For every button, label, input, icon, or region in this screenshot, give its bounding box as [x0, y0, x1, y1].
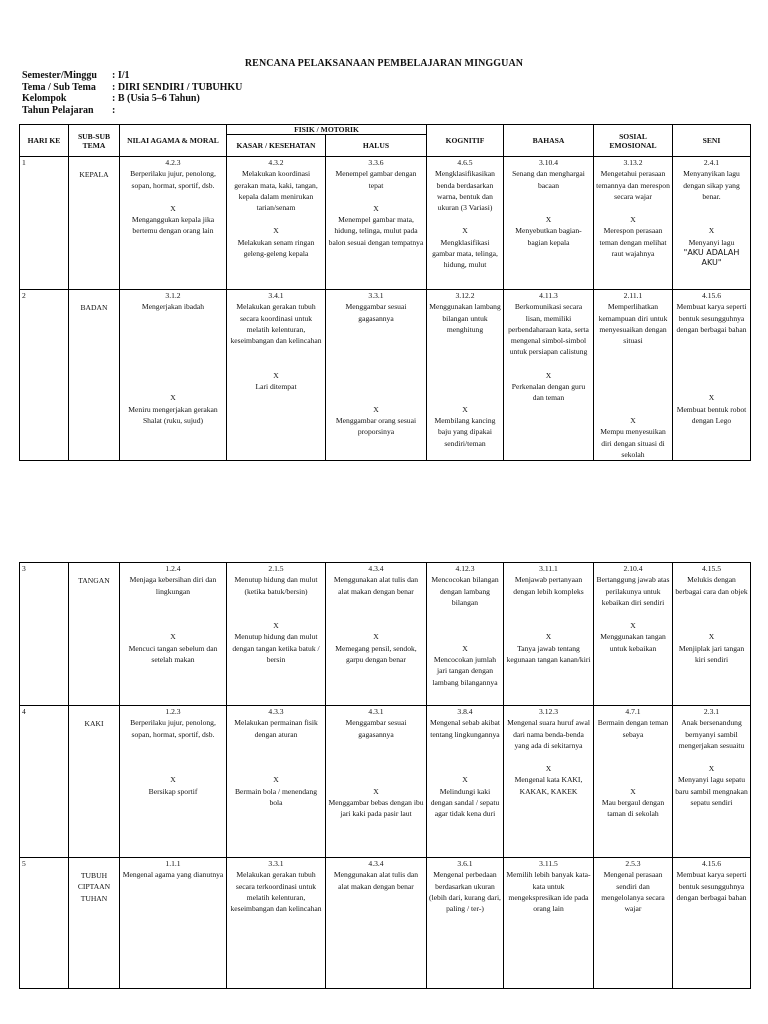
spacer: [675, 751, 748, 763]
marker-x: X: [545, 215, 552, 225]
competency-code: 3.3.6: [368, 158, 384, 167]
col-header-fisik: FISIK / MOTORIK: [227, 125, 427, 135]
competency-code: 2.4.1: [703, 158, 720, 167]
spacer: [506, 597, 591, 632]
table-row: [20, 706, 751, 858]
indicator-text: Melakukan koordinasi gerakan mata, kaki, tangan, kepala dalam menirukan tarian/senam: [234, 169, 318, 213]
competency-code: 4.3.2: [268, 158, 284, 167]
activity-text: Menggambar bebas dengan ibu jari kaki pada pasir laut: [328, 798, 424, 819]
marker-x: X: [273, 226, 279, 236]
indicator-text: Berperilaku jujur, penolong, sopan, hormat, sportif, dsb.: [130, 718, 216, 739]
marker-x: X: [630, 621, 636, 631]
marker-x: X: [708, 226, 715, 236]
lesson-cell: [120, 563, 227, 706]
marker-x: X: [462, 226, 468, 236]
activity-text: Memegang pensil, sendok, garpu dengan benar: [335, 643, 417, 665]
activity-text: Membuat bentuk robot dengan Lego: [676, 404, 747, 425]
lesson-cell: [120, 290, 227, 461]
indicator-text: Menggambar sesuai gagasannya: [345, 718, 407, 739]
lesson-cell: [673, 157, 751, 290]
competency-code: 3.8.4: [457, 707, 473, 716]
marker-x: X: [373, 203, 379, 213]
lesson-cell: [594, 290, 673, 461]
spacer: [122, 191, 224, 203]
competency-code: 2.1.5: [268, 564, 284, 573]
indicator-text: Menggambar sesuai gagasannya: [345, 302, 407, 323]
sub-theme: TUBUH CIPTAAN TUHAN: [69, 858, 120, 989]
sub-theme: KAKI: [69, 706, 120, 858]
spacer: [429, 740, 501, 775]
activity-text: Menyanyi lagu: [688, 237, 735, 247]
spacer: [122, 313, 224, 393]
indicator-text: Bermain dengan teman sebaya: [597, 718, 669, 739]
competency-code: 1.1.1: [165, 859, 181, 868]
spacer: [328, 324, 424, 404]
marker-x: X: [545, 370, 552, 380]
day-number: 2: [20, 290, 69, 461]
marker-x: X: [373, 632, 379, 642]
competency-code: 2.11.1: [623, 291, 643, 300]
lesson-cell: [227, 563, 326, 706]
marker-x: X: [545, 632, 552, 642]
competency-code: 4.3.1: [368, 707, 384, 716]
marker-x: X: [373, 404, 379, 414]
marker-x: X: [273, 775, 279, 785]
competency-code: 4.7.1: [625, 707, 641, 716]
competency-code: 2.5.3: [625, 859, 641, 868]
marker-x: X: [545, 764, 552, 774]
competency-code: 3.10.4: [539, 158, 558, 167]
spacer: [429, 608, 501, 643]
marker-x: X: [462, 643, 468, 653]
lesson-cell: [120, 858, 227, 989]
spacer: [506, 751, 591, 763]
marker-x: X: [630, 786, 636, 796]
competency-code: 3.13.2: [623, 158, 643, 167]
activity-text: Menutup hidung dan mulut dengan tangan ketika batuk / bersin: [232, 632, 320, 665]
col-header-kognitif: KOGNITIF: [427, 125, 504, 157]
lesson-cell: [227, 858, 326, 989]
col-header-seni: SENI: [673, 125, 751, 157]
lesson-cell: [326, 706, 427, 858]
activity-text: Mau bergaul dengan taman di sekolah: [601, 798, 665, 819]
lesson-cell: [427, 706, 504, 858]
competency-code: 4.15.5: [702, 564, 721, 573]
indicator-text: Menempel gambar dengan tepat: [335, 169, 417, 190]
marker-x: X: [273, 370, 279, 380]
lesson-cell: [594, 563, 673, 706]
activity-text: Menganggukan kepala jika bertemu dengan orang lain: [131, 215, 215, 236]
table-row: [20, 858, 751, 989]
spacer: [328, 740, 424, 786]
indicator-text: Menjawab pertanyaan dengan lebih kompleks: [513, 575, 584, 596]
lesson-cell: [326, 858, 427, 989]
meta-value: : DIRI SENDIRI / TUBUHKU: [112, 81, 243, 93]
competency-code: 4.6.5: [457, 158, 473, 167]
marker-x: X: [708, 764, 715, 774]
table-row: [20, 157, 751, 290]
indicator-text: Bertanggung jawab atas perilakunya untuk kebaikan diri sendiri: [596, 575, 670, 607]
spacer: [229, 740, 323, 775]
col-header-agama: NILAI AGAMA & MORAL: [120, 125, 227, 157]
lesson-cell: [326, 290, 427, 461]
competency-code: 1.2.4: [165, 564, 181, 573]
competency-code: 3.12.3: [539, 707, 558, 716]
marker-x: X: [462, 775, 468, 785]
indicator-text: Mengetahui perasaan temannya dan merespon secara wajar: [596, 169, 670, 201]
indicator-text: Menutup hidung dan mulut (ketika batuk/bersin): [234, 575, 318, 596]
activity-text: Merespon perasaan teman dengan melihat raut wajahnya: [599, 226, 667, 259]
competency-code: 3.3.1: [368, 291, 384, 300]
col-header-kasar: KASAR / KESEHATAN: [227, 135, 326, 157]
lesson-cell: [673, 290, 751, 461]
sub-theme: BADAN: [69, 290, 120, 461]
table-row: [20, 563, 751, 706]
indicator-text: Melakukan permainan fisik dengan aturan: [234, 718, 318, 739]
competency-code: 3.11.5: [539, 859, 558, 868]
meta-row: [22, 93, 242, 105]
indicator-text: Menggunakan alat tulis dan alat makan dengan benar: [333, 870, 419, 891]
marker-x: X: [708, 632, 715, 642]
indicator-text: Melakukan gerakan tubuh secara terkoordinasi untuk melatih kelenturan, keseimbangan dan kelincahan: [230, 870, 322, 914]
song-title: "AKU ADALAH AKU": [683, 248, 740, 268]
marker-x: X: [373, 786, 379, 796]
marker-x: X: [170, 775, 176, 785]
activity-text: Lari ditempat: [255, 382, 297, 392]
activity-text: Mengenal kata KAKI, KAKAK, KAKEK: [514, 775, 583, 796]
spacer: [675, 335, 748, 392]
lesson-cell: [427, 290, 504, 461]
meta-label: Kelompok: [22, 93, 67, 104]
activity-text: Melindungi kaki dengan sandal / sepatu agar tidak kena duri: [430, 786, 500, 819]
spacer: [229, 213, 323, 225]
competency-code: 1.2.3: [165, 707, 181, 716]
marker-x: X: [630, 215, 636, 225]
spacer: [675, 202, 748, 225]
marker-x: X: [708, 393, 715, 403]
lesson-cell: [504, 858, 594, 989]
activity-text: Menggambar orang sesuai proporsinya: [335, 415, 417, 437]
activity-text: Menyebutkan bagian-bagian kepala: [515, 226, 582, 247]
meta-row: [22, 82, 242, 94]
activity-text: Menggunakan tangan untuk kebaikan: [600, 632, 666, 653]
competency-code: 4.3.4: [368, 859, 384, 868]
lesson-cell: [427, 858, 504, 989]
competency-code: 3.3.1: [268, 859, 284, 868]
indicator-text: Melukis dengan berbagai cara dan objek: [675, 575, 748, 596]
competency-code: 4.3.3: [268, 707, 284, 716]
lesson-cell: [326, 157, 427, 290]
activity-text: Meniru mengerjakan gerakan Shalat (ruku, sujud): [128, 404, 218, 425]
indicator-text: Anak bersenandung bernyanyi sambil mengerjakan sesuaitu: [678, 718, 745, 750]
activity-text: Melakukan senam ringan geleng-geleng kepala: [237, 237, 315, 259]
lesson-plan-table-2: [19, 562, 751, 989]
col-header-hari: HARI KE: [20, 125, 69, 157]
sub-theme: KEPALA: [69, 157, 120, 290]
competency-code: 4.2.3: [165, 158, 181, 167]
table-row: [20, 290, 751, 461]
day-number: 3: [20, 563, 69, 706]
spacer: [429, 335, 501, 404]
activity-text: Bersikap sportif: [148, 786, 198, 796]
meta-row: [22, 105, 242, 117]
activity-text: Membilang kancing baju yang dipakai sendiri/teman: [434, 415, 496, 448]
spacer: [596, 740, 670, 786]
indicator-text: Memilih lebih banyak kata-kata untuk mengekspresikan ide pada orang lain: [506, 870, 591, 914]
indicator-text: Menggunakan alat tulis dan alat makan dengan benar: [333, 575, 419, 596]
activity-text: Mencuci tangan sebelum dan setelah makan: [128, 643, 218, 665]
lesson-cell: [227, 706, 326, 858]
indicator-text: Mengenal sebab akibat tentang lingkungannya: [429, 718, 500, 739]
meta-label: Semester/Minggu: [22, 70, 97, 81]
marker-x: X: [273, 621, 279, 631]
activity-text: Mempu menyesuikan diri dengan situasi di sekolah: [600, 427, 666, 459]
col-header-halus: HALUS: [326, 135, 427, 157]
lesson-cell: [594, 706, 673, 858]
spacer: [506, 358, 591, 370]
lesson-cell: [504, 157, 594, 290]
spacer: [328, 191, 424, 203]
indicator-text: Mengklasifikasikan benda berdasarkan warna, bentuk dan ukuran (3 Variasi): [435, 169, 495, 213]
indicator-text: Melakukan gerakan tubuh secara koordinasi untuk melatih kelenturan, keseimbangan dan kelincahan: [230, 302, 322, 346]
spacer: [229, 346, 323, 369]
competency-code: 2.10.4: [623, 564, 643, 573]
activity-text: Menyanyi lagu sepatu baru sambil mengnakan sepatu sendiri: [675, 775, 748, 808]
col-header-bahasa: BAHASA: [504, 125, 594, 157]
lesson-cell: [504, 563, 594, 706]
lesson-cell: [227, 157, 326, 290]
activity-text: Bermain bola / menendang bola: [234, 786, 318, 808]
spacer: [429, 213, 501, 225]
competency-code: 4.11.3: [539, 291, 558, 300]
indicator-text: Mengenal suara huruf awal dari nama benda-benda yang ada di sekitarnya: [507, 718, 590, 750]
meta-label: Tahun Pelajaran: [22, 104, 94, 116]
spacer: [596, 202, 670, 214]
lesson-cell: [504, 706, 594, 858]
marker-x: X: [170, 632, 176, 642]
activity-text: Mengklasifikasi gambar mata, telinga, hidung, mulut: [432, 237, 498, 270]
spacer: [122, 597, 224, 632]
lesson-cell: [427, 563, 504, 706]
competency-code: 4.12.3: [455, 564, 475, 573]
marker-x: X: [170, 393, 176, 403]
marker-x: X: [630, 415, 636, 425]
marker-x: X: [462, 404, 468, 414]
page-title: RENCANA PELAKSANAAN PEMBELAJARAN MINGGUAN: [244, 58, 524, 69]
lesson-plan-table-1: [19, 124, 751, 461]
indicator-text: Mengenal agama yang dianutnya: [122, 870, 224, 880]
indicator-text: Mencocokan bilangan dengan lambang bilangan: [431, 575, 499, 607]
activity-text: Menjiplak jari tangan kiri sendiri: [678, 643, 745, 665]
lesson-cell: [120, 706, 227, 858]
competency-code: 4.3.4: [368, 564, 384, 573]
spacer: [506, 191, 591, 214]
indicator-text: Mengenal perasaan sendiri dan mengelolanya secara wajar: [601, 870, 665, 914]
meta-info: [22, 70, 242, 116]
competency-code: 3.12.2: [455, 291, 475, 300]
meta-value: : I/1: [112, 70, 130, 81]
indicator-text: Mengenal perbedaan berdasarkan ukuran (lebih dari, kurang dari, paling / ter-): [429, 870, 501, 914]
indicator-text: Menggunakan lambang bilangan untuk menghitung: [429, 302, 501, 334]
col-header-sub-tema: SUB-SUB TEMA: [69, 125, 120, 157]
lesson-cell: [594, 157, 673, 290]
competency-code: 2.3.1: [703, 707, 720, 716]
competency-code: 3.6.1: [457, 859, 473, 868]
spacer: [229, 597, 323, 620]
meta-value: :: [112, 104, 116, 116]
competency-code: 4.15.6: [702, 291, 721, 300]
indicator-text: Menyanyikan lagu dengan sikap yang benar.: [683, 169, 740, 201]
day-number: 1: [20, 157, 69, 290]
meta-value: : B (Usia 5–6 Tahun): [112, 93, 200, 104]
competency-code: 3.4.1: [268, 291, 284, 300]
lesson-cell: [326, 563, 427, 706]
competency-code: 3.11.1: [539, 564, 558, 573]
activity-text: Menempel gambar mata, hidung, telinga, mulut pada balon sesuai dengan tempatnya: [328, 215, 424, 247]
competency-code: 3.1.2: [165, 291, 181, 300]
indicator-text: Membuat karya seperti bentuk sesungguhnya dengan berbagai bahan: [676, 870, 747, 902]
indicator-text: Mengerjakan ibadah: [141, 302, 205, 312]
lesson-cell: [227, 290, 326, 461]
meta-row: [22, 70, 242, 82]
competency-code: 4.15.6: [702, 859, 721, 868]
spacer: [328, 597, 424, 632]
spacer: [596, 608, 670, 620]
indicator-text: Senang dan menghargai bacaan: [512, 169, 585, 190]
meta-label: Tema / Sub Tema: [22, 81, 96, 93]
lesson-cell: [673, 563, 751, 706]
spacer: [596, 346, 670, 415]
activity-text: Perkenalan dengan guru dan teman: [511, 382, 586, 403]
lesson-cell: [120, 157, 227, 290]
spacer: [122, 740, 224, 775]
indicator-text: Memperlihatkan kemampuan diri untuk menyesuaikan dengan situasi: [598, 302, 668, 346]
lesson-cell: [504, 290, 594, 461]
lesson-cell: [673, 858, 751, 989]
indicator-text: Berperilaku jujur, penolong, sopan, hormat, sportif, dsb.: [130, 169, 216, 190]
col-header-sosial: SOSIAL EMOSIONAL: [594, 125, 673, 157]
lesson-cell: [594, 858, 673, 989]
day-number: 4: [20, 706, 69, 858]
lesson-cell: [427, 157, 504, 290]
day-number: 5: [20, 858, 69, 989]
sub-theme: TANGAN: [69, 563, 120, 706]
indicator-text: Berkomunikasi secara lisan, memiliki perbendaharaan kata, serta mengenal simbol-simbol untuk persiapan calistung: [508, 302, 589, 357]
indicator-text: Menjaga kebersihan diri dan lingkungan: [129, 575, 217, 596]
marker-x: X: [170, 203, 176, 213]
activity-text: Tanya jawab tentang kegunaan tangan kanan/kiri: [506, 643, 591, 665]
lesson-cell: [673, 706, 751, 858]
spacer: [675, 597, 748, 632]
indicator-text: Membuat karya seperti bentuk sesungguhnya dengan berbagai bahan: [676, 302, 747, 334]
activity-text: Mencocokan jumlah jari tangan dengan lambang bilangannya: [432, 655, 498, 687]
